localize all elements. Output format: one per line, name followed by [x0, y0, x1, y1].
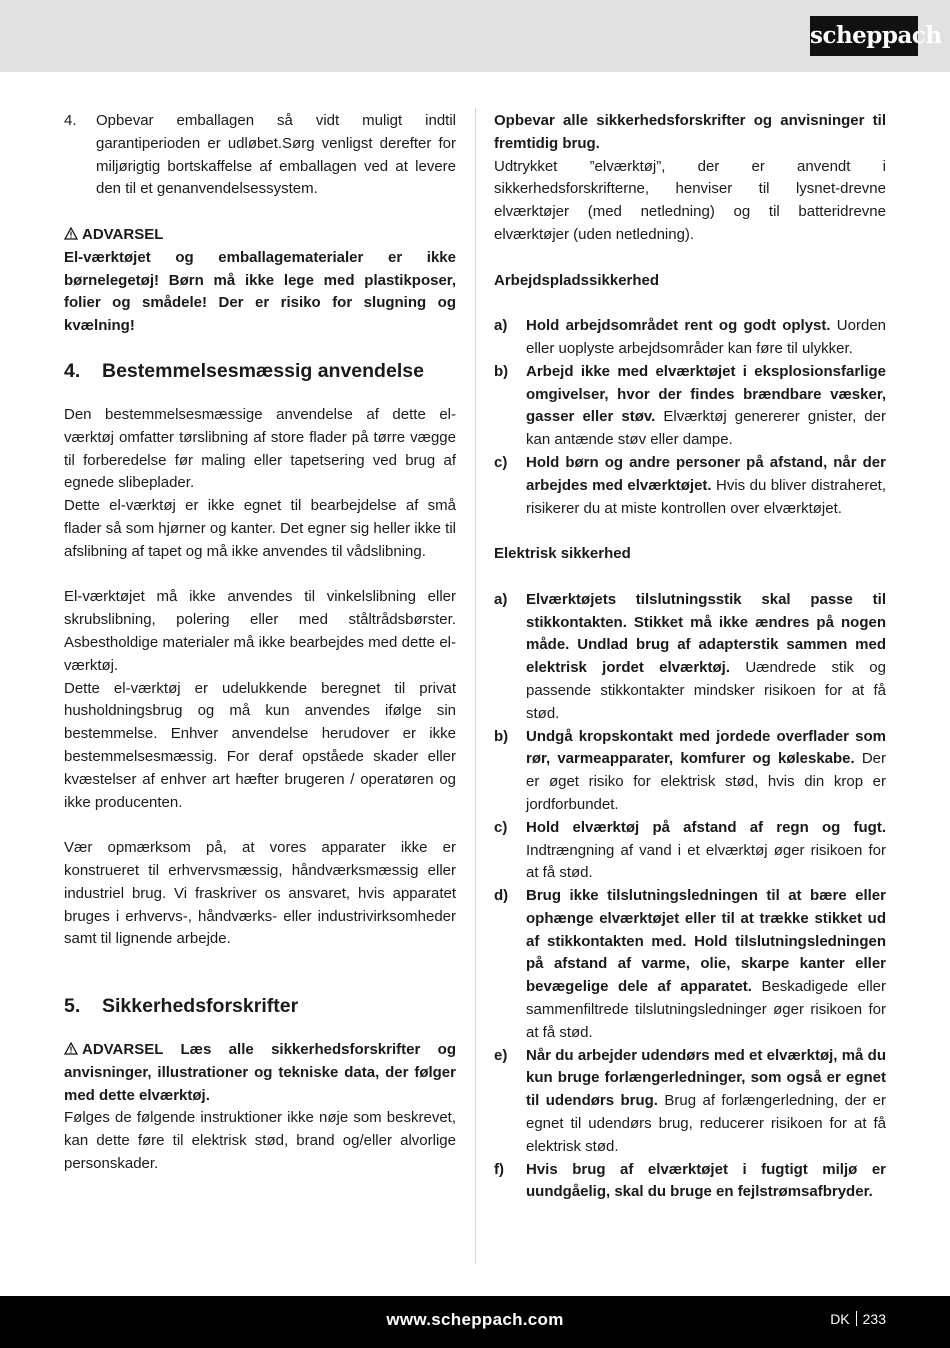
list-item	[494, 589, 886, 726]
warning-label: ADVARSEL	[82, 225, 164, 243]
list-item-4	[64, 110, 456, 201]
warning-triangle-icon	[64, 1042, 78, 1055]
scheppach-logo: scheppach	[810, 16, 918, 56]
list-item	[494, 315, 886, 361]
subheading-workplace: Arbejdspladssikkerhed	[494, 271, 660, 289]
list-bold-text: Hold arbejdsområdet rent og godt oplyst.	[526, 317, 831, 335]
list-content	[526, 817, 886, 885]
list-bold-text: Hold elværktøj på afstand af regn og fugt.	[526, 818, 886, 836]
warning-paragraph	[64, 1039, 456, 1107]
section-title: Sikkerhedsforskrifter	[102, 995, 299, 1018]
right-column	[494, 110, 886, 1204]
list-bold-text: Undgå kropskontakt med jordede overflader som rør, varmeapparater, komfurer og køleskabe.	[526, 727, 886, 768]
section-number: 5.	[64, 995, 81, 1018]
list-letter: b)	[494, 727, 509, 745]
list-text: Uændrede stik og passende stikkontakter mindsker risikoen for at få stød.	[526, 659, 886, 722]
warning-heading	[64, 224, 456, 247]
list-bold-text: Brug ikke tilslutningsledningen til at bære eller ophænge elværktøjet eller til at trække stikket ud af stikkontakten med. Hold tilslutningsledningen på afstand af varme, olie, skarpe kanter eller bevægelige dele af apparatet.	[526, 887, 886, 996]
workplace-list	[494, 315, 886, 520]
column-divider	[475, 108, 476, 1264]
list-bold-text: Hold børn og andre personer på afstand, når der arbejdes med elværktøjet.	[526, 453, 886, 494]
list-letter: e)	[494, 1046, 508, 1064]
list-text: Indtrængning af vand i et elværktøj øger risikoen for at få stød.	[526, 841, 886, 882]
list-text: Uorden eller uoplyste arbejdsområder kan føre til ulykker.	[526, 317, 886, 357]
page-num: 233	[862, 1311, 886, 1327]
paragraph: Den bestemmelsesmæssige anvendelse af dette el-værktøj omfatter tørslibning af store flader på tørre vægge til forberedelse før maling eller tapetsering ved brug af egnede slibeplader.	[64, 405, 456, 492]
list-letter: a)	[494, 590, 508, 608]
list-letter: d)	[494, 887, 509, 905]
paragraph: Følges de følgende instruktioner ikke nøje som beskrevet, kan dette føre til elektrisk stød, brand og/eller alvorlige personskader.	[64, 1109, 456, 1173]
list-text: Opbevar emballagen så vidt muligt indtil garantiperioden er udløbet.Sørg venligst derefter for miljørigtig bortskaffelse af emballagen ved at levere den til et genanvendelsessystem.	[96, 112, 456, 198]
paragraph: Udtrykket ”elværktøj”, der er anvendt i sikkerhedsforskrifterne, henviser til lysnet-drevne elværktøjer (med netledning) og til batteridrevne elværktøjer (uden netledning).	[494, 157, 886, 243]
list-bold-text: Arbejd ikke med elværktøjet i eksplosionsfarlige omgivelser, hvor der findes brændbare væsker, gasser eller støv.	[526, 362, 886, 426]
section-5-heading	[64, 993, 456, 1019]
warning-triangle-icon	[64, 227, 78, 240]
list-letter: c)	[494, 453, 508, 471]
list-content	[526, 1159, 886, 1205]
list-content	[526, 885, 886, 1045]
paragraph: Vær opmærksom på, at vores apparater ikke er konstrueret til erhvervsmæssig, håndværksmæssig eller industriel brug. Vi fraskriver os ansvaret, hvis apparatet bruges i erhvervs-, håndværks- eller industrivirksomheder samt til lignende arbejde.	[64, 839, 456, 948]
page-number	[830, 1311, 886, 1327]
warning-label: ADVARSEL	[82, 1041, 164, 1059]
list-content	[526, 361, 886, 452]
language-code: DK	[830, 1311, 850, 1327]
list-item	[494, 726, 886, 817]
subheading-electrical: Elektrisk sikkerhed	[494, 545, 631, 563]
list-content	[526, 589, 886, 726]
footer-url-link[interactable]: www.scheppach.com	[386, 1310, 564, 1329]
list-item	[494, 452, 886, 520]
list-item	[494, 885, 886, 1045]
footer	[0, 1296, 950, 1348]
list-content	[526, 1045, 886, 1159]
list-text: Hvis du bliver distraheret, risikerer du at miste kontrollen over elværktøjet.	[526, 476, 887, 517]
list-item	[494, 1045, 886, 1159]
section-4-heading	[64, 358, 456, 384]
list-text: Elværktøj genererer gnister, der kan antænde støv eller dampe.	[526, 408, 886, 449]
list-text: Beskadigede eller sammenfiltrede tilslutningsledninger øger risikoen for at få stød.	[526, 978, 886, 1041]
list-bold-text: Hvis brug af elværktøjet i fugtigt miljø er uundgåelig, skal du bruge en fejlstrømsafbryder.	[526, 1160, 886, 1201]
list-content	[526, 452, 886, 520]
list-bold-text: Når du arbejder udendørs med et elværktøj, må du kun bruge forlængerledninger, som også er egnet til udendørs brug.	[526, 1046, 886, 1110]
paragraph: El-værktøjet må ikke anvendes til vinkelslibning eller skrubslibning, polering eller med ståltrådsbørster. Asbestholdige materialer må ikke bearbejdes med dette el-værktøj.	[64, 588, 456, 674]
electrical-list	[494, 589, 886, 1205]
list-content	[526, 315, 886, 361]
list-number: 4.	[64, 112, 77, 129]
warning-text: El-værktøjet og emballagematerialer er ikke børnelegetøj! Børn må ikke lege med plastikposer, folier og smådele! Der er risiko for slugning og kvælning!	[64, 248, 456, 335]
warning-bold-text: Læs alle sikkerhedsforskrifter og anvisninger, illustrationer og tekniske data, der følger med dette elværktøj.	[64, 1041, 456, 1104]
list-bold-text: Elværktøjets tilslutningsstik skal passe til stikkontakten. Stikket må ikke ændres på nogen måde. Undlad brug af adapterstik sammen med elektrisk jordet elværktøj.	[526, 590, 886, 677]
list-letter: b)	[494, 362, 509, 380]
header-band	[0, 0, 950, 72]
separator	[856, 1311, 857, 1326]
left-column	[64, 110, 456, 1176]
paragraph: Dette el-værktøj er ikke egnet til bearbejdelse af små flader så som hjørner og kanter. Det egner sig heller ikke til afslibning af tapet og må ikke anvendes til vådslibning.	[64, 497, 456, 560]
list-letter: a)	[494, 317, 508, 335]
list-item	[494, 817, 886, 885]
keep-instructions: Opbevar alle sikkerhedsforskrifter og anvisninger til fremtidig brug.	[494, 112, 886, 152]
paragraph: Dette el-værktøj er udelukkende beregnet til privat husholdningsbrug og må kun anvendes ifølge sin bestemmelse. Enhver anvendelse herudover er ikke bestemmelsesmæssig. For deraf opståede skader eller kvæstelser af enhver art hæfter brugeren / operatøren og ikke producenten.	[64, 679, 456, 811]
list-item	[494, 361, 886, 452]
section-title: Bestemmelsesmæssig anvendelse	[102, 359, 424, 382]
list-content	[526, 726, 886, 817]
list-text: Brug af forlængerledning, der er egnet til udendørs brug, reducerer risikoen for at få elektrisk stød.	[526, 1092, 886, 1155]
section-number: 4.	[64, 359, 81, 382]
list-letter: f)	[494, 1160, 504, 1178]
list-text: Der er øget risiko for elektrisk stød, hvis din krop er jordforbundet.	[526, 750, 886, 813]
list-item	[494, 1159, 886, 1205]
list-letter: c)	[494, 818, 508, 836]
